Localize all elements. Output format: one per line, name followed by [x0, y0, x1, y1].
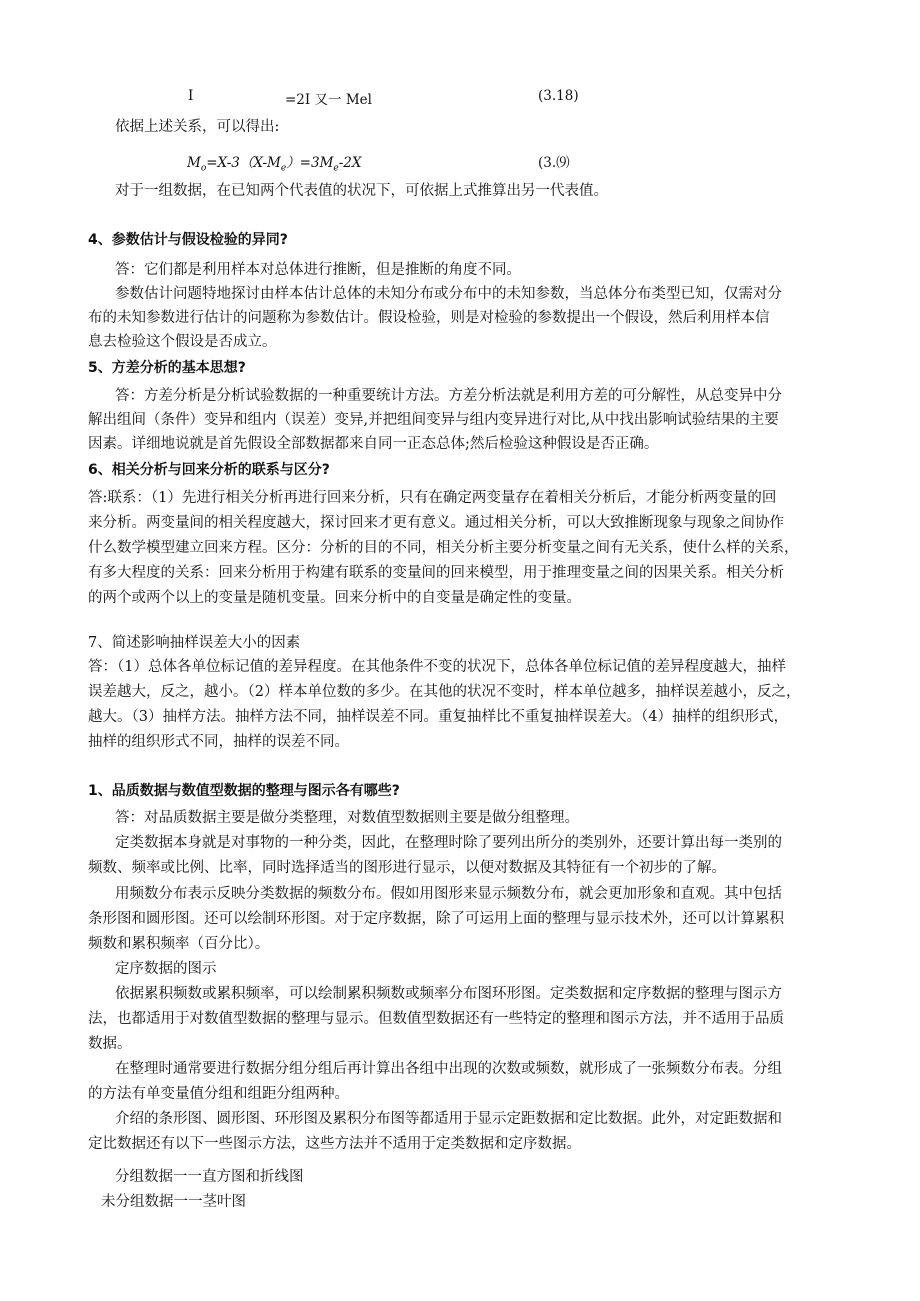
q1-title: 1、品质数据与数值型数据的整理与图示各有哪些? [88, 783, 400, 799]
q1-line: 答：对品质数据主要是做分类整理，对数值型数据则主要是做分组整理。 [115, 810, 579, 826]
q1-line: 定比数据还有以下一些图示方法，这些方法并不适用于定类数据和定序数据。 [88, 1136, 581, 1152]
q1-line: 频数、频率或比例、比率，同时选择适当的图形进行显示，以便对数据及其特征有一个初步的了解。 [88, 860, 726, 876]
q7-line: 误差越大，反之，越小。（2）样本单位数的多少。在其他的状况不变时，样本单位越多，抽样误差越小，反之， [88, 684, 801, 700]
q6-line: 来分析。两变量间的相关程度越大，探讨回来才更有意义。通过相关分析，可以大致推断现象与现象之间协作 [88, 515, 784, 531]
eq319-body: $M_o=X-3(X-M_e)=3M_e-2X$ [187, 155, 362, 174]
q1-line: 的方法有单变量值分组和组距分组两种。 [88, 1086, 349, 1102]
q1-line: 分组数据一一直方图和折线图 [115, 1169, 304, 1185]
q4-line: 息去检验这个假设是否成立。 [88, 334, 277, 350]
q4-title: 4、参数估计与假设检验的异同? [88, 232, 288, 248]
q1-line: 定类数据本身就是对事物的一种分类，因此，在整理时除了要列出所分的类别外，还要计算出每一类别的 [115, 835, 782, 851]
q6-line: 的两个或两个以上的变量是随机变量。回来分析中的自变量是确定性的变量。 [88, 590, 581, 606]
eq318-body: =2I 又一 Mel [285, 92, 372, 108]
q7-line: 答：（1）总体各单位标记值的差异程度。在其他条件不变的状况下，总体各单位标记值的差异程度越大，抽样 [88, 659, 786, 675]
eq318-number: (3.18) [538, 88, 579, 104]
intro-text: 依据上述关系，可以得出: [115, 119, 280, 135]
after-eq-text: 对于一组数据，在已知两个代表值的状况下，可依据上式推算出另一代表值。 [115, 183, 608, 199]
q1-line: 未分组数据一一茎叶图 [101, 1194, 246, 1210]
q6-line: 有多大程度的关系：回来分析用于构建有联系的变量间的回来模型，用于推理变量之间的因果关系。相关分析 [88, 565, 784, 581]
q1-line: 介绍的条形图、圆形图、环形图及累积分布图等都适用于显示定距数据和定比数据。此外，对定距数据和 [115, 1111, 782, 1127]
q5-title: 5、方差分析的基本思想? [88, 360, 246, 376]
q7-line: 抽样的组织形式不同，抽样的误差不同。 [88, 734, 349, 750]
eq319-number: (3.⑼ [538, 155, 570, 171]
q1-line: 数据。 [88, 1036, 132, 1052]
q6-line: 什么数学模型建立回来方程。区分：分析的目的不同，相关分析主要分析变量之间有无关系，使什么样的关系， [88, 540, 799, 556]
q7-title: 7、简述影响抽样误差大小的因素 [88, 635, 301, 651]
q4-line: 参数估计问题特地探讨由样本估计总体的未知分布或分布中的未知参数，当总体分布类型已知，仅需对分 [115, 286, 782, 302]
q1-line: 频数和累积频率（百分比）。 [88, 936, 270, 952]
eq318-left: I [188, 88, 194, 104]
q6-title: 6、相关分析与回来分析的联系与区分? [88, 462, 330, 478]
q1-line: 法，也都适用于对数值型数据的整理与显示。但数值型数据还有一些特定的整理和图示方法，并不适用于品质 [88, 1011, 784, 1027]
q6-line: 答:联系：（1）先进行相关分析再进行回来分析，只有在确定两变量存在着相关分析后，才能分析两变量的回 [88, 490, 777, 506]
q1-line: 条形图和圆形图。还可以绘制环形图。对于定序数据，除了可运用上面的整理与显示技术外，还可以计算累积 [88, 911, 784, 927]
q1-line: 依据累积频数或累积频率，可以绘制累积频数或频率分布图环形图。定类数据和定序数据的整理与图示方 [115, 986, 782, 1002]
q5-line: 答：方差分析是分析试验数据的一种重要统计方法。方差分析法就是利用方差的可分解性，从总变异中分 [115, 388, 782, 404]
q7-line: 越大。（3）抽样方法。抽样方法不同，抽样误差不同。重复抽样比不重复抽样误差大。（4）抽样的组织形式， [88, 709, 788, 725]
q1-line: 定序数据的图示 [115, 961, 217, 977]
q4-line: 答：它们都是利用样本对总体进行推断，但是推断的角度不同。 [115, 262, 521, 278]
q4-line: 布的未知参数进行估计的问题称为参数估计。假设检验，则是对检验的参数提出一个假设，然后利用样本信 [88, 310, 770, 326]
q5-line: 因素。详细地说就是首先假设全部数据都来自同一正态总体;然后检验这种假设是否正确。 [88, 436, 659, 452]
q5-line: 解出组间（条件）变异和组内（误差）变异,并把组间变异与组内变异进行对比,从中找出影响试验结果的主要 [88, 412, 779, 428]
q1-line: 用频数分布表示反映分类数据的频数分布。假如用图形来显示频数分布，就会更加形象和直观。其中包括 [115, 886, 782, 902]
q1-line: 在整理时通常要进行数据分组分组后再计算出各组中出现的次数或频数，就形成了一张频数分布表。分组 [115, 1061, 782, 1077]
